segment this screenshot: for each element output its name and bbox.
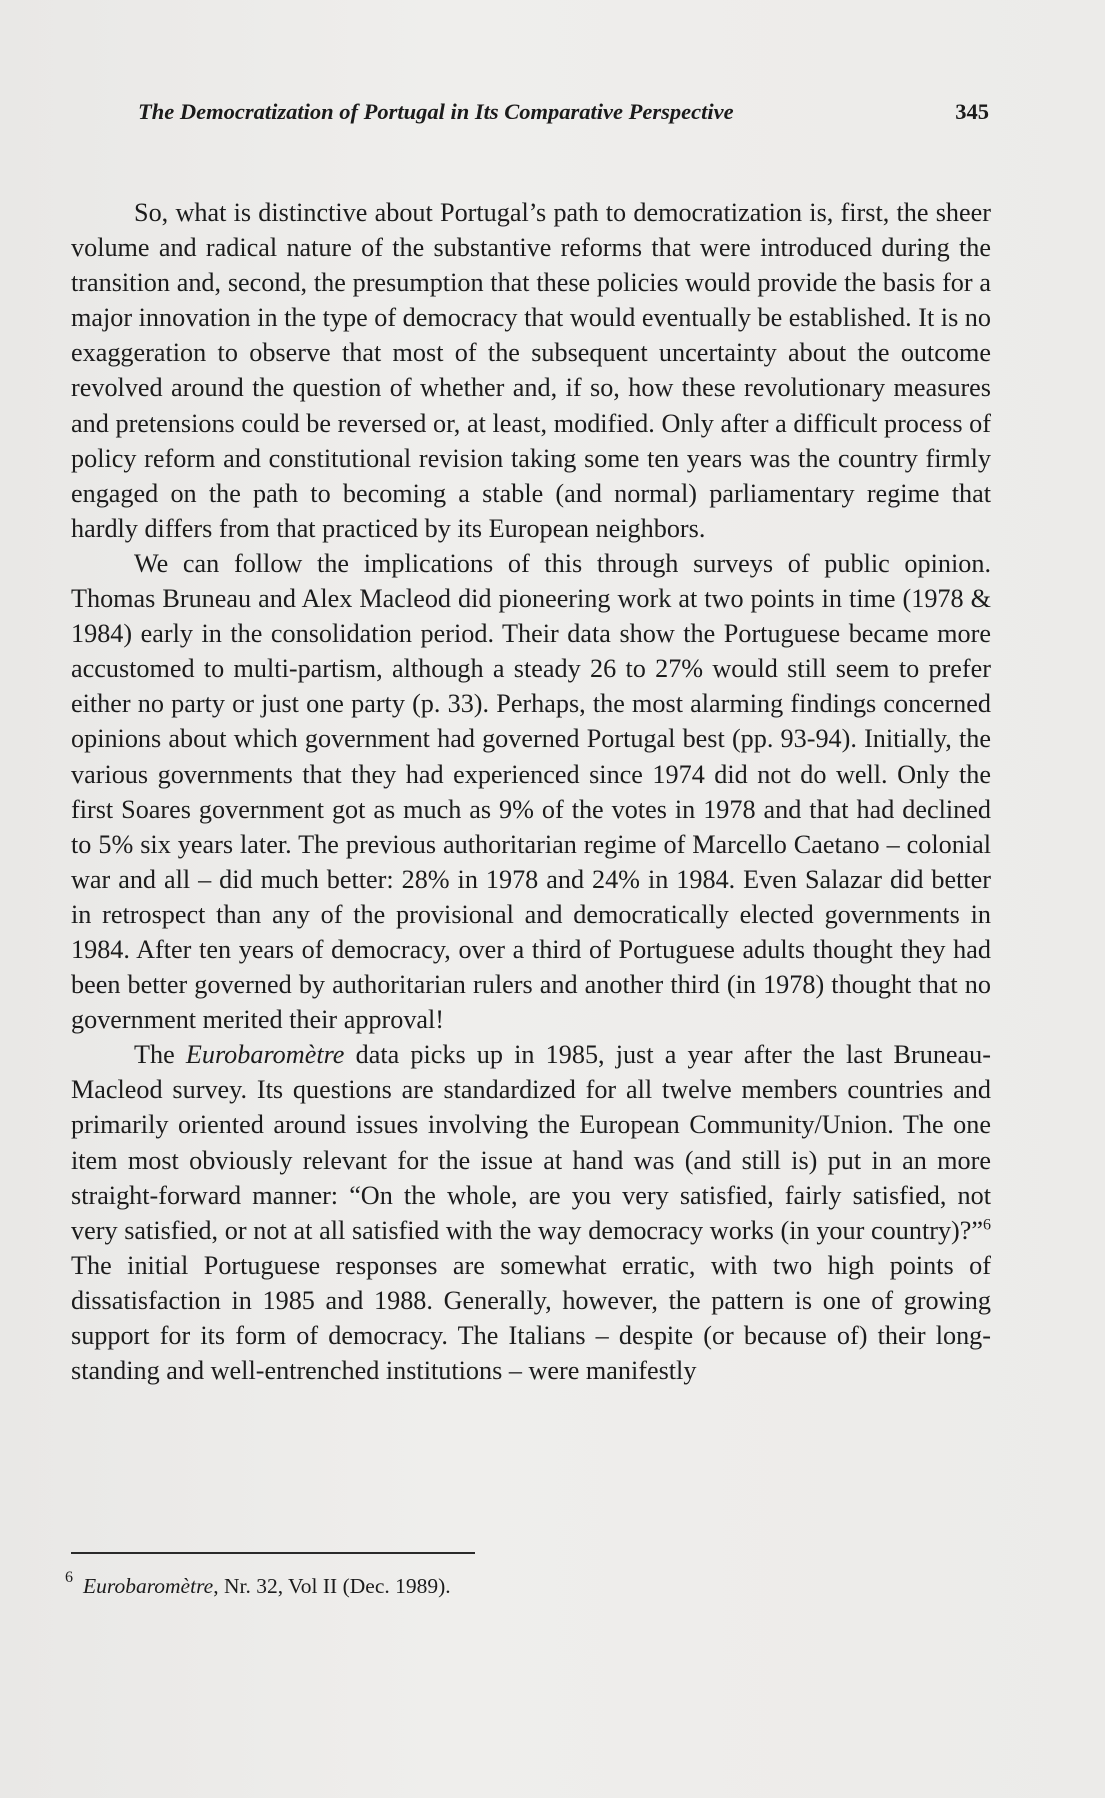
paragraph-3-end: The initial Portuguese responses are somewhat erratic, with two high points of dissatisfaction in 1985 and 1988. Generally, however, the pattern is one of growing support for its form of democracy. The Italians – despite (or because of) their long-standing and well-entrenched institutions – were manifestly: [71, 1250, 991, 1386]
paragraph-2: We can follow the implications of this through surveys of public opinion. Thomas Bruneau and Alex Macleod did pioneering work at two points in time (1978 & 1984) early in the consolidation period. Their data show the Portuguese became more accustomed to multi-partism, although a steady 26 to 27% would still seem to prefer either no party or just one party (p. 33). Perhaps, the most alarming findings concerned opinions about which government had governed Portugal best (pp. 93-94). Initially, the various governments that they had experienced since 1974 did not do well. Only the first Soares government got as much as 9% of the votes in 1978 and that had declined to 5% six years later. The previous authoritarian regime of Marcello Caetano – colonial war and all – did much better: 28% in 1978 and 24% in 1984. Even Salazar did better in retrospect than any of the provisional and democratically elected governments in 1984. After ten years of democracy, over a third of Portuguese adults thought they had been better governed by authoritarian rulers and another third (in 1978) thought that no government merited their approval!: [71, 548, 991, 1035]
footnote-divider: [71, 1552, 475, 1554]
footnote-mark: 6: [65, 1569, 73, 1586]
page-header: [0, 99, 1105, 139]
paragraph-3-middle: data picks up in 1985, just a year after the last Bruneau-Macleod survey. Its questions are standardized for all twelve members countries and primarily oriented around issues involving the European Community/Union. The one item most obviously relevant for the issue at hand was (and still is) put in an more straight-forward manner: “On the whole, are you very satisfied, fairly satisfied, not very satisfied, or not at all satisfied with the way democracy works (in your country)?”: [71, 1040, 991, 1245]
paragraph-1: So, what is distinctive about Portugal’s path to democratization is, first, the sheer volume and radical nature of the substantive reforms that were introduced during the transition and, second, the presumption that these policies would provide the basis for a major innovation in the type of democracy that would eventually be established. It is no exaggeration to observe that most of the subsequent uncertainty about the outcome revolved around the question of whether and, if so, how these revolutionary measures and pretensions could be reversed or, at least, modified. Only after a difficult process of policy reform and constitutional revision taking some ten years was the country firmly engaged on the path to becoming a stable (and normal) parliamentary regime that hardly differs from that practiced by its European neighbors.: [71, 198, 991, 543]
footnote-source-title: Eurobaromètre: [83, 1574, 214, 1599]
footnote-reference: 6: [983, 1215, 991, 1233]
footnote-citation: , Nr. 32, Vol II (Dec. 1989).: [213, 1574, 451, 1599]
footnote: [65, 1569, 765, 1599]
eurobarometre-title: Eurobaromètre: [185, 1040, 345, 1070]
paragraph-3: [71, 1037, 991, 1388]
body-text: [71, 195, 991, 1388]
page-number: 345: [955, 99, 989, 124]
running-title: The Democratization of Portugal in Its Comparative Perspective: [138, 99, 734, 124]
paragraph-3-start: The: [134, 1040, 186, 1070]
